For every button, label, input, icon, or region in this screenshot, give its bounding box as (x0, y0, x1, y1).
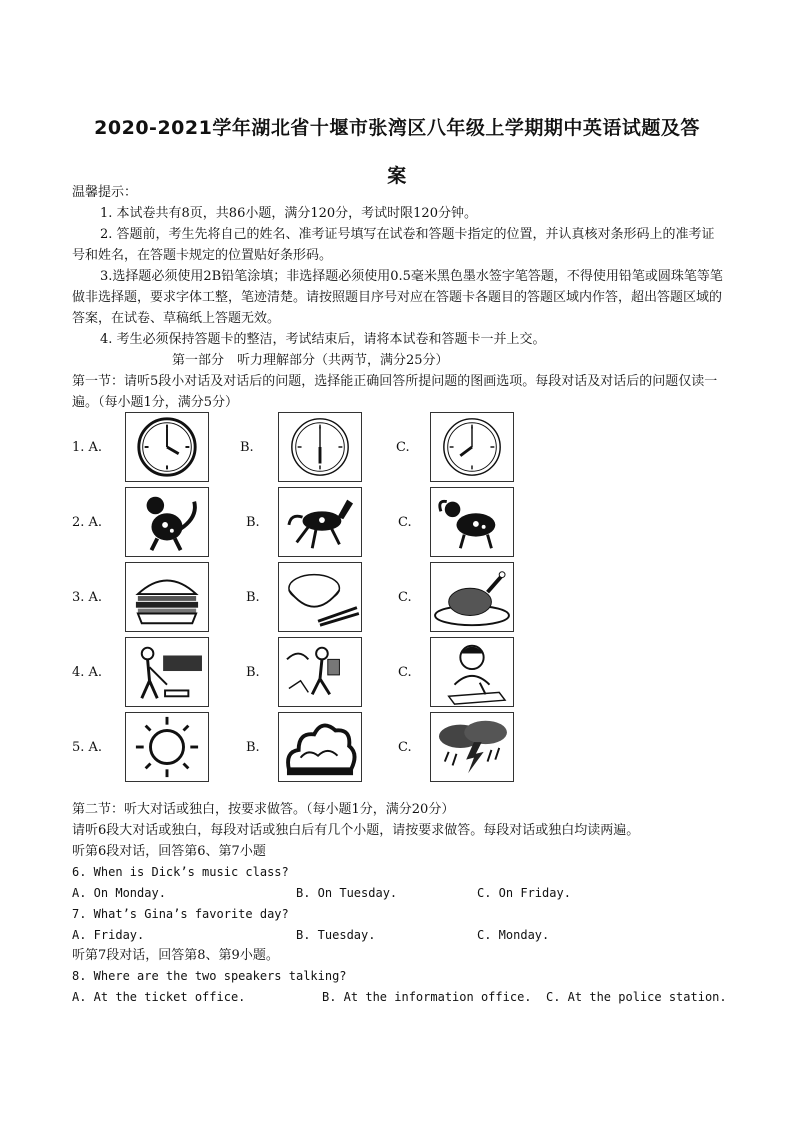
option-c-label: C. (398, 515, 412, 530)
option-b-label: B. (246, 740, 260, 755)
notice-heading: 温馨提示： (72, 185, 138, 200)
picture-question-5 (72, 710, 532, 785)
question-7-choices (72, 925, 732, 946)
picture-question-2 (72, 485, 532, 560)
listen-6-heading: 听第6段对话，回答第6、第7小题 (72, 843, 266, 859)
question-6-option-b: B. On Tuesday. (296, 886, 398, 901)
sun-icon (125, 712, 209, 782)
question-8-option-a: A. At the ticket office. (72, 990, 246, 1005)
roast-chicken-icon (430, 562, 514, 632)
notice-item-2: 2. 答题前，考生先将自己的姓名、准考证号填写在试卷和答题卡指定的位置，并认真核对条形码上的准考证号和姓名，在答题卡规定的位置贴好条形码。 (72, 227, 715, 263)
rice-bowl-icon (278, 562, 362, 632)
goat-papercut-icon (430, 487, 514, 557)
question-6-option-c: C. On Friday. (477, 886, 571, 901)
horse-papercut-icon (278, 487, 362, 557)
clock-four-icon (125, 412, 209, 482)
question-6-stem: 6. When is Dick’s music class? (72, 865, 289, 880)
monkey-papercut-icon (125, 487, 209, 557)
picture-question-4 (72, 635, 532, 710)
section1-instruction: 第一节：请听5段小对话及对话后的问题，选择能正确回答所提问题的图画选项。每段对话及对话后的问题仅读一遍。（每小题1分，满分5分） (72, 374, 718, 410)
cloud-icon (278, 712, 362, 782)
clock-eight-icon (430, 412, 514, 482)
question-number-label: 4. A. (72, 665, 103, 680)
hamburger-icon (125, 562, 209, 632)
listen-7-heading: 听第7段对话，回答第8、第9小题。 (72, 947, 279, 963)
section-2 (72, 800, 732, 1008)
option-b-label: B. (246, 515, 260, 530)
picture-question-1 (72, 410, 532, 485)
title-line-1: 2020-2021学年湖北省十堰市张湾区八年级上学期期中英语试题及答 (94, 117, 700, 139)
section2-instruction: 请听6段大对话或独白，每段对话或独白后有几个小题，请按要求做答。每段对话或独白均读两遍。 (72, 822, 640, 838)
question-7-option-c: C. Monday. (477, 927, 550, 942)
notice-block (72, 182, 724, 413)
question-number-label: 2. A. (72, 515, 103, 530)
question-7-stem: 7. What’s Gina’s favorite day? (72, 906, 289, 921)
question-7-option-a: A. Friday. (72, 927, 145, 942)
notice-item-3: 3.选择题必须使用2B铅笔涂填；非选择题必须使用0.5毫米黑色墨水签字笔答题，不得使用铅笔或圆珠笔等笔做非选择题，要求字体工整，笔迹清楚。请按照题目序号对应在答题卡各题目的答题区域内作答，超出答题区域的答案，在试卷、草稿纸上答题无效。 (72, 269, 723, 326)
question-8-option-c: C. At the police station. (546, 990, 727, 1005)
question-number-label: 1. A. (72, 440, 103, 455)
option-b-label: B. (246, 665, 260, 680)
question-6-choices (72, 883, 732, 904)
question-8-option-b: B. At the information office. (322, 990, 532, 1005)
notice-item-1: 1. 本试卷共有8页，共86小题，满分120分，考试时限120分钟。 (100, 206, 477, 221)
thunderstorm-icon (430, 712, 514, 782)
picture-question-3 (72, 560, 532, 635)
question-6-option-a: A. On Monday. (72, 886, 166, 901)
option-b-label: B. (240, 440, 254, 455)
hiking-boy-icon (278, 637, 362, 707)
part1-heading: 第一部分 听力理解部分（共两节，满分25分） (172, 353, 449, 368)
option-c-label: C. (398, 665, 412, 680)
notice-item-4: 4. 考生必须保持答题卡的整洁，考试结束后，请将本试卷和答题卡一并上交。 (100, 332, 546, 347)
title-line-2: 案 (387, 165, 407, 187)
question-number-label: 3. A. (72, 590, 103, 605)
question-8-stem: 8. Where are the two speakers talking? (72, 969, 347, 984)
clock-six-icon (278, 412, 362, 482)
picture-question-grid (72, 410, 532, 785)
question-number-label: 5. A. (72, 740, 103, 755)
question-7-option-b: B. Tuesday. (296, 927, 376, 942)
option-c-label: C. (396, 440, 410, 455)
section2-heading: 第二节：听大对话或独白，按要求做答。（每小题1分，满分20分） (72, 802, 455, 817)
option-b-label: B. (246, 590, 260, 605)
mopping-floor-icon (125, 637, 209, 707)
writing-boy-icon (430, 637, 514, 707)
option-c-label: C. (398, 740, 412, 755)
option-c-label: C. (398, 590, 412, 605)
question-8-choices (72, 987, 732, 1008)
